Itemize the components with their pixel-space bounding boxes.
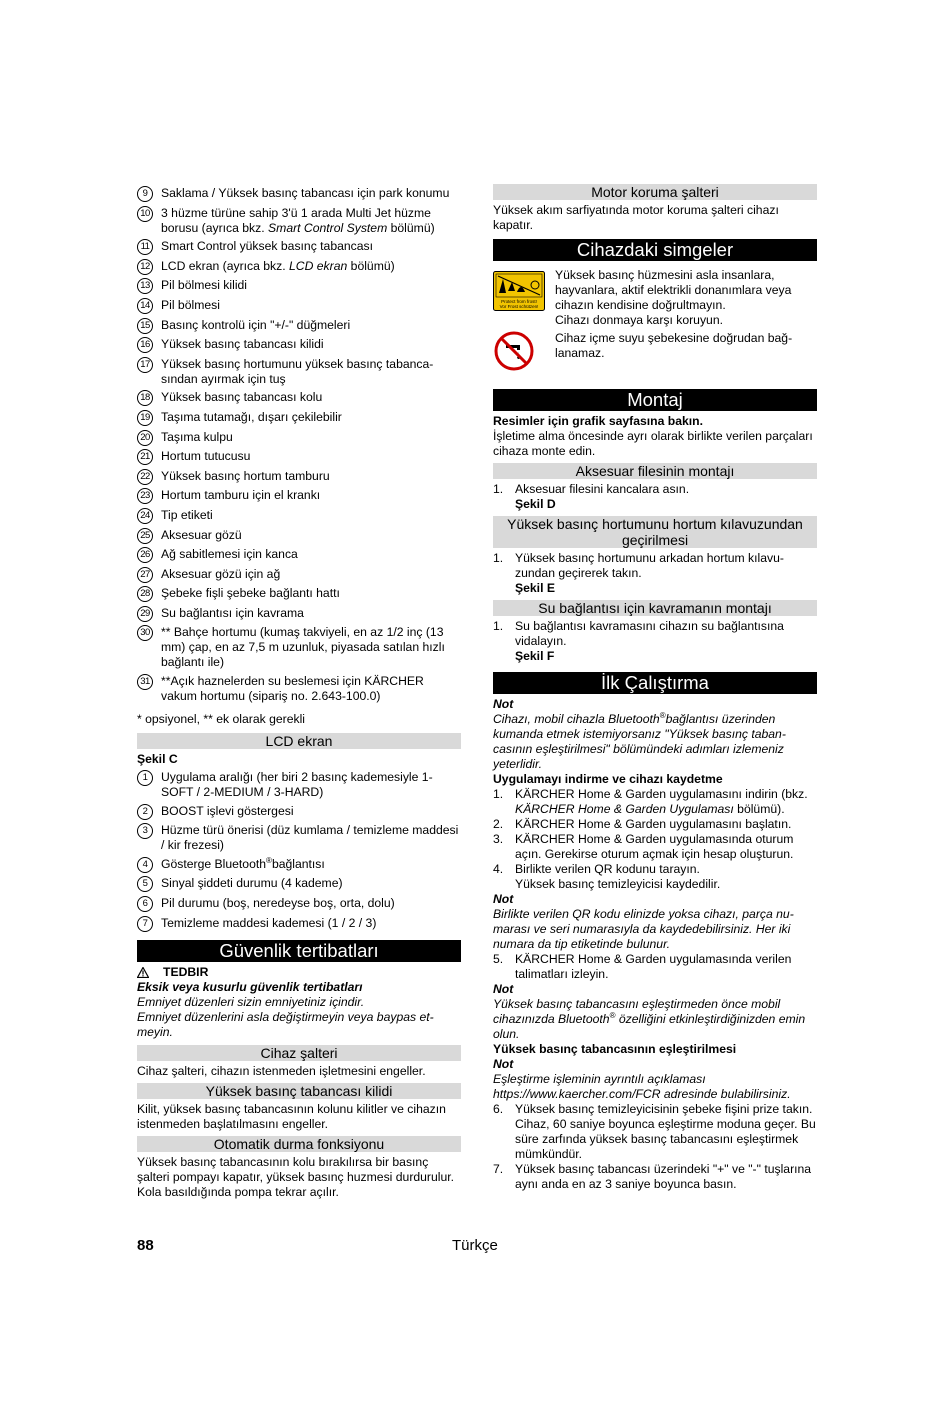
symbol1-text-2: Cihazı donmaya karşı koruyun. — [555, 313, 723, 327]
note-2-label: Not — [493, 892, 514, 906]
part-item — [137, 337, 461, 353]
first-start-heading: İlk Çalıştırma — [493, 672, 817, 694]
number-circle: 29 — [137, 606, 153, 622]
motor-heading: Motor koruma şalteri — [493, 184, 817, 200]
lcd-item-text: Uygulama aralığı (her biri 2 basınç kademesiyle 1-SOFT / 2-MEDIUM / 3-HARD) — [161, 770, 433, 800]
part-item — [137, 547, 461, 563]
part-item-text: Taşıma kulpu — [161, 429, 233, 444]
lcd-list — [137, 770, 461, 932]
tedbir-line-2: Emniyet düzenlerini asla değiştirmeyin veya baypas etmeyin. — [137, 1009, 434, 1039]
note-4-label: Not — [493, 1057, 514, 1071]
lcd-item — [137, 770, 461, 800]
hose-figure-ref: Şekil E — [515, 581, 555, 595]
tedbir-title: Eksik veya kusurlu güvenlik tertibatları — [137, 979, 363, 994]
app-step: 2. KÄRCHER Home & Garden uygulamasını başlatın. — [493, 817, 792, 831]
part-item-text: Pil bölmesi — [161, 297, 220, 312]
app-step-5: 5. KÄRCHER Home & Garden uygulamasında verilen talimatları izleyin. — [493, 952, 792, 981]
water-figure-ref: Şekil F — [515, 649, 555, 663]
number-circle: 25 — [137, 528, 153, 544]
number-circle: 18 — [137, 390, 153, 406]
part-item — [137, 586, 461, 602]
part-item — [137, 528, 461, 544]
part-item-text: Pil bölmesi kilidi — [161, 278, 248, 293]
symbols-heading: Cihazdaki simgeler — [493, 239, 817, 261]
accessory-step: 1. Aksesuar filesini kancalara asın. — [493, 482, 690, 496]
number-circle: 31 — [137, 674, 153, 690]
part-item — [137, 357, 461, 387]
part-item-text: Şebeke fişli şebeke bağlantı hattı — [161, 586, 340, 601]
number-circle: 20 — [137, 430, 153, 446]
number-circle: 16 — [137, 337, 153, 353]
part-item-text: Yüksek basınç tabancası kolu — [161, 390, 323, 405]
part-item — [137, 259, 461, 275]
tedbir-line-1: Emniyet düzenleri sizin emniyetiniz içindir. — [137, 994, 365, 1009]
part-item-text: Basınç kontrolü için "+/-" düğmeleri — [161, 317, 351, 332]
note-1-text: Cihazı, mobil cihazla Bluetooth®bağlantısı üzerinden kumanda etmek istemiyorsanız "Yüksek basınç tabancasının eşleştirilmesi" bölümündeki adımları izlemeniz yeterlidir. — [493, 710, 786, 771]
lcd-figure-ref: Şekil C — [137, 752, 178, 767]
part-item-text: Smart Control yüksek basınç tabancası — [161, 239, 374, 254]
part-item — [137, 625, 461, 670]
right-column — [493, 186, 817, 1192]
part-item — [137, 390, 461, 406]
water-coupling-step: 1. Su bağlantısı kavramasını cihazın su bağlantısına vidalayın. — [493, 619, 784, 648]
app-steps — [493, 787, 817, 892]
app-step: 4. Birlikte verilen QR kodunu tarayın. Yüksek basınç temizleyicisi kaydedilir. — [493, 862, 721, 891]
lcd-item-text: Pil durumu (boş, neredeyse boş, orta, dolu) — [161, 896, 395, 911]
pair-step-7: 7. Yüksek basınç tabancası üzerindeki "+" ve "-" tuşlarına aynı anda en az 3 saniye boyunca basın. — [493, 1162, 812, 1191]
accessory-heading: Aksesuar filesinin montajı — [493, 463, 817, 479]
number-circle: 21 — [137, 449, 153, 465]
part-item-text: Yüksek basınç hortum tamburu — [161, 468, 330, 483]
part-item — [137, 606, 461, 622]
part-item-text: Su bağlantısı için kavrama — [161, 605, 304, 620]
number-circle: 22 — [137, 469, 153, 485]
footnote: * opsiyonel, ** ek olarak gerekli — [137, 712, 306, 727]
lcd-item — [137, 857, 461, 873]
part-item — [137, 206, 461, 236]
hose-guide-step: 1. Yüksek basınç hortumunu arkadan hortum kılavuzundan geçirerek takın. — [493, 551, 784, 580]
frost-label-en: Protect from frost! — [501, 299, 537, 304]
part-item — [137, 239, 461, 255]
pair-step-6: 6. Yüksek basınç temizleyicisinin şebeke fişini prize takın. Cihaz, 60 saniye boyunca eşleştirme moduna geçer. Bu süre zarfında yüksek basınç tabancasını eşleştirmek mümkündür. — [493, 1102, 816, 1161]
part-item-text: Yüksek basınç hortumunu yüksek basınç tabancasından ayırmak için tuş — [161, 356, 434, 386]
lcd-item-text: Temizleme maddesi kademesi (1 / 2 / 3) — [161, 915, 377, 930]
lcd-item-text: Sinyal şiddeti durumu (4 kademe) — [161, 876, 343, 891]
lcd-item-text: Hüzme türü önerisi (düz kumlama / temizleme maddesi / kir frezesi) — [161, 823, 459, 853]
motor-text: Yüksek akım sarfiyatında motor koruma şalteri cihazı kapatır. — [493, 203, 779, 232]
number-circle: 6 — [137, 896, 153, 912]
part-item — [137, 508, 461, 524]
part-item — [137, 430, 461, 446]
lcd-heading: LCD ekran — [137, 733, 461, 749]
parts-list — [137, 186, 461, 704]
number-circle: 23 — [137, 488, 153, 504]
note-4-text: Eşleştirme işleminin ayrıntılı açıklaması https://www.kaercher.com/FCR adresinde bulabilirsiniz. — [493, 1072, 791, 1101]
number-circle: 9 — [137, 186, 153, 202]
note-3-label: Not — [493, 982, 514, 996]
left-column — [137, 186, 461, 1200]
number-circle: 11 — [137, 239, 153, 255]
lcd-item-text: BOOST işlevi göstergesi — [161, 803, 294, 818]
note-3-text: Yüksek basınç tabancasını eşleştirmeden önce mobil cihazınızda Bluetooth® özelliğini etkinleştirdiğinizden emin olun. — [493, 997, 806, 1041]
number-circle: 28 — [137, 586, 153, 602]
part-item-text: Saklama / Yüksek basınç tabancası için park konumu — [161, 186, 450, 200]
water-coupling-heading: Su bağlantısı için kavramanın montajı — [493, 600, 817, 616]
number-circle: 7 — [137, 916, 153, 932]
no-drinking-water-icon — [493, 331, 555, 375]
lcd-item-text: Gösterge Bluetooth®bağlantısı — [161, 855, 325, 871]
no-spray-frost-icon — [493, 268, 555, 312]
lcd-item — [137, 876, 461, 892]
auto-stop-heading: Otomatik durma fonksiyonu — [137, 1136, 461, 1152]
number-circle: 30 — [137, 625, 153, 641]
hose-guide-heading: Yüksek basınç hortumunu hortum kılavuzundan geçirilmesi — [493, 516, 817, 548]
warning-icon — [137, 967, 149, 978]
part-item — [137, 567, 461, 583]
part-item-text: 3 hüzme türüne sahip 3'ü 1 arada Multi Jet hüzme borusu (ayrıca bkz. Smart Control System bölümü) — [161, 205, 435, 235]
app-step: 3. KÄRCHER Home & Garden uygulamasında oturum açın. Gerekirse oturum açmak için hesap oluşturun. — [493, 832, 794, 861]
note-2-text: Birlikte verilen QR kodu elinizde yoksa cihazı, parça numarası ve seri numarasıyla da kaydedebilirsiniz. Her iki numara da tip etiketinde bulunur. — [493, 907, 794, 951]
app-step: 1. KÄRCHER Home & Garden uygulamasını indirin (bkz. KÄRCHER Home & Garden Uygulaması bölümü). — [493, 787, 808, 816]
number-circle: 14 — [137, 298, 153, 314]
safety-heading: Güvenlik tertibatları — [137, 940, 461, 962]
part-item — [137, 488, 461, 504]
lcd-item — [137, 896, 461, 912]
lock-heading: Yüksek basınç tabancası kilidi — [137, 1083, 461, 1099]
number-circle: 27 — [137, 567, 153, 583]
number-circle: 2 — [137, 804, 153, 820]
part-item-text: Tip etiketi — [161, 507, 213, 522]
symbol-row-2 — [493, 331, 817, 375]
number-circle: 26 — [137, 547, 153, 563]
part-item — [137, 278, 461, 294]
switch-heading: Cihaz şalteri — [137, 1045, 461, 1061]
number-circle: 24 — [137, 508, 153, 524]
number-circle: 15 — [137, 318, 153, 334]
part-item — [137, 186, 461, 202]
lcd-item — [137, 916, 461, 932]
part-item-text: Aksesuar gözü için ağ — [161, 566, 281, 581]
number-circle: 17 — [137, 357, 153, 373]
footer-language: Türkçe — [452, 1237, 498, 1254]
montaj-text: İşletime alma öncesinde ayrı olarak birlikte verilen parçaları cihaza monte edin. — [493, 429, 813, 458]
part-item-text: ** Bahçe hortumu (kumaş takviyeli, en az 1/2 inç (13 mm) çap, en az 7,5 m uzunluk, piyasada satılan hızlı bağlantı ile) — [161, 625, 445, 670]
lcd-item — [137, 823, 461, 853]
part-item — [137, 318, 461, 334]
part-item — [137, 410, 461, 426]
tedbir-label: TEDBIR — [163, 964, 209, 979]
auto-stop-text: Yüksek basınç tabancasının kolu bırakılırsa bir basınç şalteri pompayı kapatır, yüksek basınç huzmesi durdurulur. Kola basıldığında pompa tekrar açılır. — [137, 1154, 455, 1199]
accessory-figure-ref: Şekil D — [515, 497, 556, 511]
page-number: 88 — [137, 1237, 154, 1254]
lcd-item — [137, 804, 461, 820]
number-circle: 19 — [137, 410, 153, 426]
montaj-bold: Resimler için grafik sayfasına bakın. — [493, 414, 703, 428]
part-item — [137, 449, 461, 465]
part-item — [137, 674, 461, 704]
number-circle: 5 — [137, 876, 153, 892]
symbol2-text: Cihaz içme suyu şebekesine doğrudan bağlanamaz. — [555, 331, 793, 360]
part-item-text: LCD ekran (ayrıca bkz. LCD ekran bölümü) — [161, 258, 395, 273]
symbol-row-1 — [493, 268, 817, 328]
switch-text: Cihaz şalteri, cihazın istenmeden işletmesini engeller. — [137, 1063, 426, 1078]
part-item-text: Yüksek basınç tabancası kilidi — [161, 337, 324, 352]
part-item-text: Hortum tamburu için el krankı — [161, 488, 321, 503]
tedbir-line — [137, 965, 461, 980]
part-item-text: Hortum tutucusu — [161, 449, 251, 464]
note-1-label: Not — [493, 697, 514, 711]
pairing-heading: Yüksek basınç tabancasının eşleştirilmesi — [493, 1042, 737, 1056]
part-item — [137, 298, 461, 314]
part-item-text: Aksesuar gözü — [161, 527, 242, 542]
montaj-heading: Montaj — [493, 389, 817, 411]
lock-text: Kilit, yüksek basınç tabancasının kolunu kilitler ve cihazın istenmeden başlatılmasını engeller. — [137, 1101, 446, 1131]
number-circle: 10 — [137, 206, 153, 222]
app-heading: Uygulamayı indirme ve cihazı kaydetme — [493, 772, 723, 786]
part-item-text: Taşıma tutamağı, dışarı çekilebilir — [161, 409, 342, 424]
frost-label-de: Vor Frost schützen! — [499, 304, 539, 309]
part-item-text: Ağ sabitlemesi için kanca — [161, 547, 298, 562]
number-circle: 1 — [137, 770, 153, 786]
number-circle: 12 — [137, 259, 153, 275]
number-circle: 3 — [137, 823, 153, 839]
number-circle: 13 — [137, 278, 153, 294]
number-circle: 4 — [137, 857, 153, 873]
part-item-text: **Açık haznelerden su beslemesi için KÄRCHER vakum hortumu (sipariş no. 2.643-100.0) — [161, 674, 424, 704]
symbol1-text: Yüksek basınç hüzmesini asla insanlara, hayvanlara, aktif elektrikli donanımlara veya cihazın kendisine doğrultmayın. — [555, 268, 792, 312]
part-item — [137, 469, 461, 485]
